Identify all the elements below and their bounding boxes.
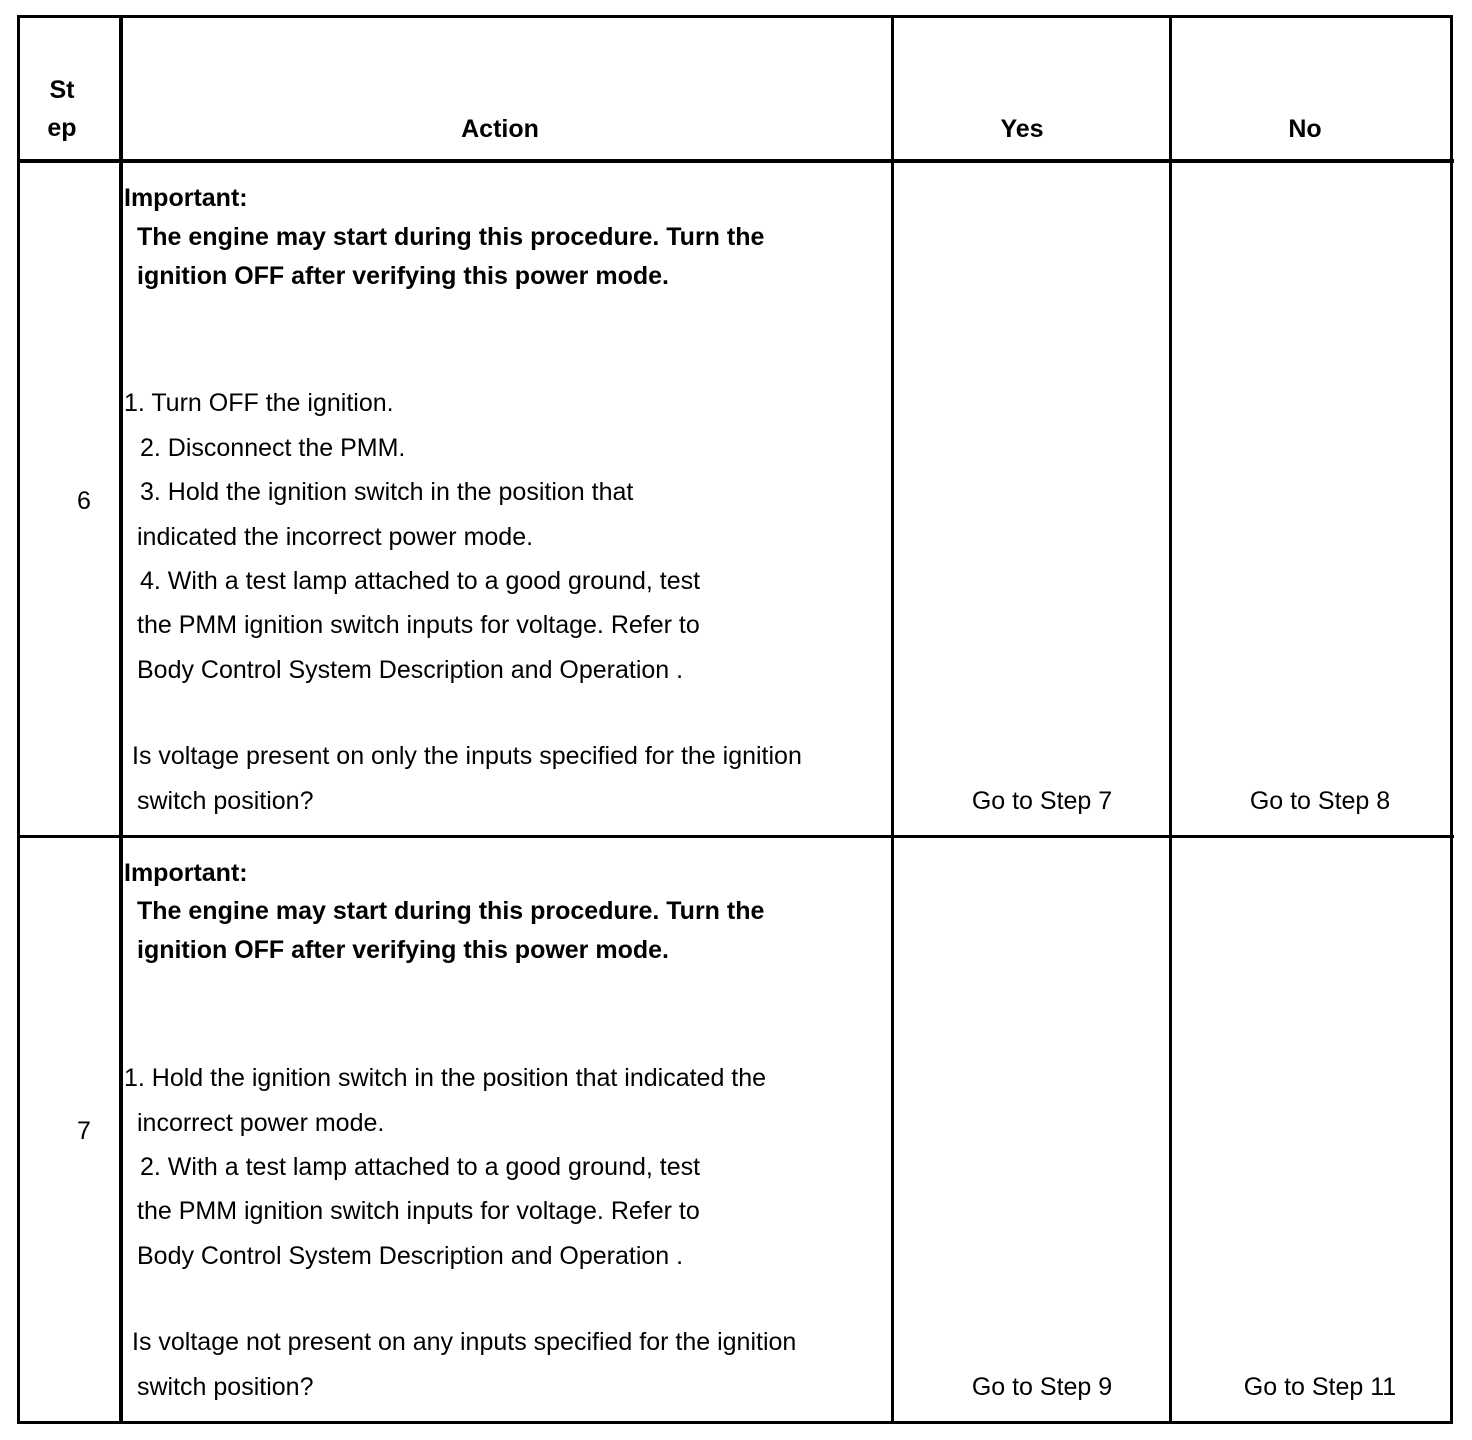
header-step-line2: ep: [47, 114, 77, 142]
question-line: Is voltage present on only the inputs specified for the ignition: [132, 742, 802, 770]
column-line-yes-no: [1169, 15, 1172, 1424]
instruction-line: 2. With a test lamp attached to a good ground, test: [140, 1153, 701, 1181]
instruction-line: Body Control System Description and Operation .: [137, 656, 684, 684]
instruction-line: indicated the incorrect power mode.: [137, 523, 534, 551]
instruction-line: incorrect power mode.: [137, 1109, 385, 1137]
instruction-line: 1. Turn OFF the ignition.: [124, 389, 394, 417]
important-note-line: The engine may start during this procedure. Turn the: [137, 223, 765, 251]
question-line: switch position?: [137, 787, 314, 815]
table-border-bottom: [18, 1421, 1453, 1424]
table-border-top: [18, 15, 1453, 18]
header-divider: [18, 159, 1454, 163]
column-line-left: [17, 15, 20, 1424]
important-note-line: ignition OFF after verifying this power mode.: [137, 262, 669, 290]
column-line-action-yes: [891, 15, 894, 1424]
question-line: Is voltage not present on any inputs specified for the ignition: [132, 1328, 797, 1356]
instruction-line: 1. Hold the ignition switch in the position that indicated the: [124, 1064, 767, 1092]
step-number: 6: [77, 487, 91, 515]
column-line-step-action: [119, 15, 123, 1424]
header-step: [22, 75, 102, 143]
no-result: Go to Step 11: [1243, 1373, 1397, 1401]
instruction-line: Body Control System Description and Operation .: [137, 1242, 684, 1270]
important-note-line: ignition OFF after verifying this power mode.: [137, 936, 669, 964]
header-step-line1: St: [49, 76, 75, 104]
row-divider: [18, 835, 1454, 838]
no-result: Go to Step 8: [1249, 787, 1391, 815]
step-number: 7: [77, 1117, 91, 1145]
important-label: Important:: [124, 184, 248, 212]
instruction-line: 2. Disconnect the PMM.: [140, 434, 406, 462]
instruction-line: the PMM ignition switch inputs for voltage. Refer to: [137, 611, 700, 639]
column-line-right: [1450, 15, 1453, 1424]
header-yes: Yes: [1000, 115, 1044, 143]
important-note-line: The engine may start during this procedure. Turn the: [137, 897, 765, 925]
header-no: No: [1288, 115, 1322, 143]
yes-result: Go to Step 9: [971, 1373, 1113, 1401]
instruction-line: 4. With a test lamp attached to a good ground, test: [140, 567, 701, 595]
header-action: Action: [461, 115, 539, 143]
instruction-line: 3. Hold the ignition switch in the position that: [140, 478, 634, 506]
yes-result: Go to Step 7: [971, 787, 1113, 815]
important-label: Important:: [124, 859, 248, 887]
instruction-line: the PMM ignition switch inputs for voltage. Refer to: [137, 1197, 700, 1225]
question-line: switch position?: [137, 1373, 314, 1401]
